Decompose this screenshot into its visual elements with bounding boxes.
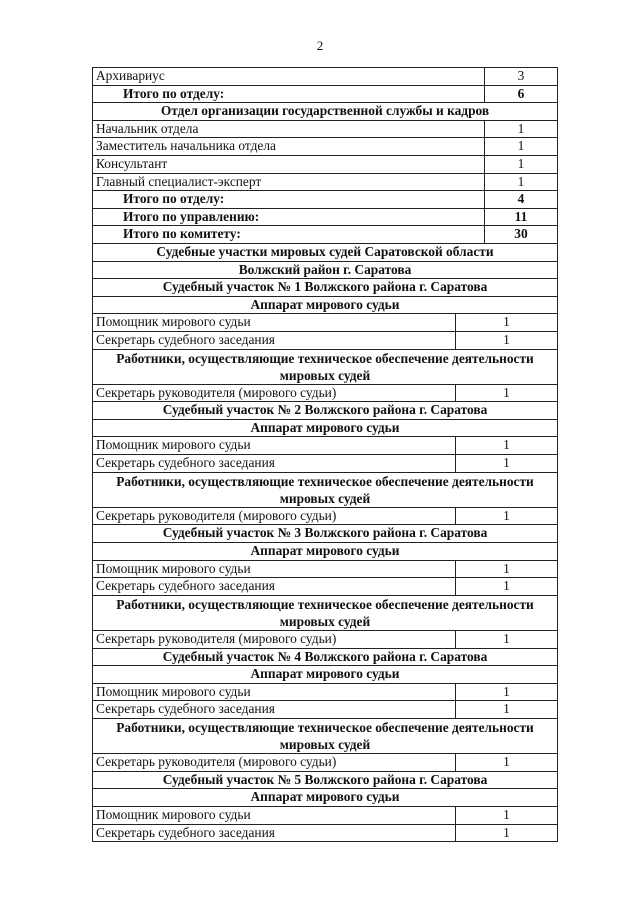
position-name: Секретарь судебного заседания bbox=[96, 455, 275, 471]
section-heading-row bbox=[93, 718, 557, 753]
section-heading: Аппарат мирового судьи bbox=[250, 543, 400, 559]
position-count: 1 bbox=[484, 156, 557, 173]
section-heading-row bbox=[93, 595, 557, 630]
position-name: Архивариус bbox=[96, 68, 165, 83]
total-row bbox=[93, 190, 557, 208]
section-heading: Аппарат мирового судьи bbox=[250, 666, 400, 682]
section-heading-row bbox=[93, 472, 557, 507]
section-heading: Работники, осуществляющие техническое обеспечение деятельности мировых судей bbox=[116, 473, 534, 506]
page-number: 2 bbox=[316, 38, 324, 53]
section-heading-row bbox=[93, 349, 557, 384]
section-heading: Аппарат мирового судьи bbox=[250, 419, 400, 435]
position-count: 1 bbox=[455, 684, 557, 701]
position-count: 1 bbox=[484, 138, 557, 155]
position-row bbox=[93, 700, 557, 718]
position-name: Начальник отдела bbox=[96, 120, 199, 136]
position-row bbox=[93, 137, 557, 155]
position-row bbox=[93, 120, 557, 138]
position-count: 1 bbox=[455, 578, 557, 595]
position-name: Секретарь судебного заседания bbox=[96, 331, 275, 347]
position-row bbox=[93, 155, 557, 173]
position-row bbox=[93, 454, 557, 472]
section-heading-row bbox=[93, 401, 557, 419]
position-row bbox=[93, 683, 557, 701]
position-row bbox=[93, 560, 557, 578]
position-name: Помощник мирового судьи bbox=[96, 806, 251, 822]
position-row bbox=[93, 753, 557, 771]
position-row bbox=[93, 384, 557, 402]
position-count: 1 bbox=[455, 508, 557, 525]
section-heading: Работники, осуществляющие техническое обеспечение деятельности мировых судей bbox=[116, 719, 534, 752]
section-heading: Аппарат мирового судьи bbox=[250, 789, 400, 805]
section-heading-row bbox=[93, 278, 557, 296]
position-name: Главный специалист-эксперт bbox=[96, 173, 262, 189]
position-row bbox=[93, 577, 557, 595]
position-count: 1 bbox=[455, 807, 557, 824]
section-heading: Судебный участок № 1 Волжского района г. Саратова bbox=[162, 279, 488, 295]
section-heading-row bbox=[93, 665, 557, 683]
position-row bbox=[93, 806, 557, 824]
position-name: Консультант bbox=[96, 155, 168, 171]
total-label: Итого по отделу: bbox=[123, 85, 225, 101]
section-heading: Работники, осуществляющие техническое обеспечение деятельности мировых судей bbox=[116, 596, 534, 629]
section-heading: Судебный участок № 4 Волжского района г. Саратова bbox=[162, 648, 488, 664]
total-label: Итого по отделу: bbox=[123, 191, 225, 207]
position-name: Заместитель начальника отдела bbox=[96, 138, 276, 154]
position-row bbox=[93, 824, 557, 842]
section-heading-row bbox=[93, 788, 557, 806]
total-count: 4 bbox=[484, 191, 557, 208]
total-row bbox=[93, 208, 557, 226]
position-count: 1 bbox=[455, 561, 557, 578]
total-row bbox=[93, 85, 557, 103]
position-name: Секретарь руководителя (мирового судьи) bbox=[96, 631, 337, 646]
position-count: 1 bbox=[455, 631, 557, 648]
position-name: Секретарь судебного заседания bbox=[96, 701, 275, 717]
section-heading-row bbox=[93, 102, 557, 120]
position-name: Секретарь судебного заседания bbox=[96, 578, 275, 594]
section-heading-row bbox=[93, 296, 557, 314]
position-count: 1 bbox=[455, 701, 557, 718]
position-row bbox=[93, 630, 557, 648]
section-heading: Отдел организации государственной службы и кадров bbox=[160, 103, 490, 119]
position-name: Секретарь руководителя (мирового судьи) bbox=[96, 754, 337, 770]
section-heading: Судебные участки мировых судей Саратовской области bbox=[156, 243, 494, 259]
position-row bbox=[93, 173, 557, 191]
position-count: 1 bbox=[455, 825, 557, 842]
total-label: Итого по комитету: bbox=[123, 226, 241, 242]
section-heading: Волжский район г. Саратова bbox=[238, 261, 412, 277]
position-row bbox=[93, 436, 557, 454]
position-count: 1 bbox=[455, 385, 557, 402]
position-count: 3 bbox=[484, 68, 557, 85]
position-name: Помощник мирового судьи bbox=[96, 560, 251, 576]
total-label: Итого по управлению: bbox=[123, 208, 260, 224]
position-count: 1 bbox=[455, 754, 557, 771]
section-heading-row bbox=[93, 648, 557, 666]
section-heading: Работники, осуществляющие техническое обеспечение деятельности мировых судей bbox=[116, 350, 534, 383]
position-count: 1 bbox=[484, 174, 557, 191]
position-row bbox=[93, 313, 557, 331]
section-heading-row bbox=[93, 542, 557, 560]
position-count: 1 bbox=[455, 455, 557, 472]
position-name: Секретарь руководителя (мирового судьи) bbox=[96, 384, 337, 400]
section-heading-row bbox=[93, 771, 557, 789]
total-count: 11 bbox=[484, 209, 557, 226]
position-row bbox=[93, 331, 557, 349]
position-row bbox=[93, 67, 557, 85]
section-heading-row bbox=[93, 524, 557, 542]
section-heading: Судебный участок № 3 Волжского района г. Саратова bbox=[162, 525, 488, 541]
section-heading-row bbox=[93, 419, 557, 437]
position-count: 1 bbox=[455, 437, 557, 454]
position-name: Помощник мирового судьи bbox=[96, 437, 251, 453]
position-name: Секретарь судебного заседания bbox=[96, 824, 275, 840]
position-row bbox=[93, 507, 557, 525]
section-heading: Аппарат мирового судьи bbox=[250, 296, 400, 312]
section-heading: Судебный участок № 2 Волжского района г. Саратова bbox=[162, 402, 488, 418]
section-heading-row bbox=[93, 261, 557, 279]
total-count: 30 bbox=[484, 226, 557, 243]
position-count: 1 bbox=[455, 314, 557, 331]
total-count: 6 bbox=[484, 86, 557, 103]
position-count: 1 bbox=[455, 332, 557, 349]
position-name: Помощник мирового судьи bbox=[96, 683, 251, 699]
position-name: Помощник мирового судьи bbox=[96, 314, 251, 330]
section-heading-row bbox=[93, 243, 557, 261]
position-count: 1 bbox=[484, 121, 557, 138]
position-name: Секретарь руководителя (мирового судьи) bbox=[96, 507, 337, 523]
section-heading: Судебный участок № 5 Волжского района г. Саратова bbox=[162, 771, 488, 787]
total-row bbox=[93, 225, 557, 243]
staff-table bbox=[92, 67, 558, 842]
